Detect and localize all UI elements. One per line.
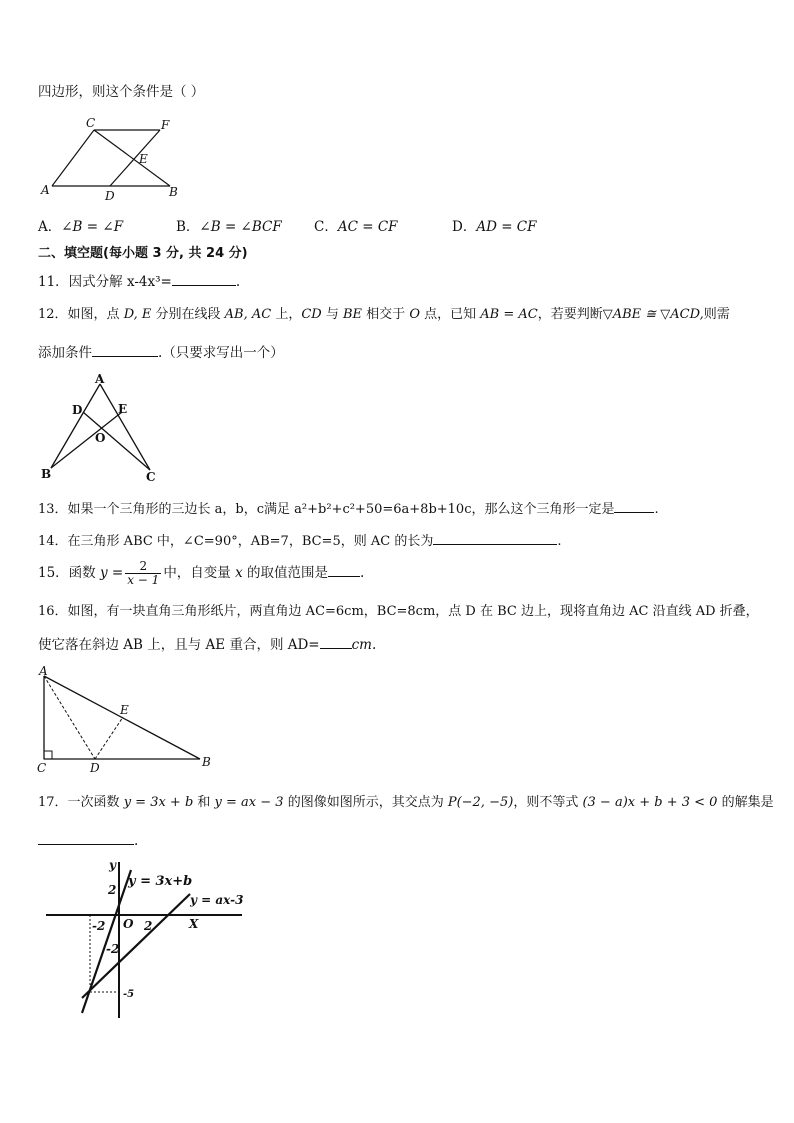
- q17-axis-y: y: [109, 858, 116, 872]
- q10-label-b: B: [169, 185, 178, 199]
- q12-answer-blank[interactable]: [92, 342, 158, 357]
- q10-option-d[interactable]: D．AD = CF: [452, 219, 537, 235]
- q17-answer-blank[interactable]: [38, 830, 134, 845]
- q10-option-a[interactable]: A．∠B = ∠F: [38, 219, 124, 235]
- q10-label-a: A: [41, 183, 50, 197]
- q13-answer-blank[interactable]: [614, 498, 654, 513]
- q14-answer-blank[interactable]: [433, 530, 557, 545]
- q16-answer-blank[interactable]: [320, 634, 352, 649]
- q17-line2: .: [38, 830, 138, 850]
- q17-line1: 17．一次函数 y = 3x + b 和 y = ax − 3 的图像如图所示，其交点为 P(−2, −5)，则不等式 (3 − a)x + b + 3 < 0 的解集是: [38, 795, 774, 810]
- q16-label-a: A: [39, 664, 48, 678]
- q10-option-b[interactable]: B．∠B = ∠BCF: [176, 219, 282, 235]
- q16-label-d: D: [90, 761, 100, 775]
- q17-tick-ym5: -5: [123, 989, 135, 1000]
- q16-line1: 16．如图，有一块直角三角形纸片，两直角边 AC=6cm，BC=8cm，点 D 在 BC 边上，现将直角边 AC 沿直线 AD 折叠，: [38, 604, 759, 619]
- q17-tick-ym2: -2: [106, 942, 120, 956]
- q16-label-e: E: [120, 703, 129, 717]
- q10-label-c: C: [86, 116, 96, 130]
- q12-label-c: C: [146, 470, 156, 484]
- q12-label-d: D: [72, 403, 83, 417]
- q15: 15．函数 y = $\frac{2}{x - 1}$ 中，自变量 x 的取值范围是 .: [38, 559, 365, 587]
- q14: 14．在三角形 ABC 中，∠C=90°，AB=7，BC=5，则 AC 的长为 .: [38, 530, 561, 551]
- q15-answer-blank[interactable]: [328, 562, 360, 577]
- q17-axis-x: X: [189, 917, 199, 931]
- q17-tick-x2: 2: [144, 919, 153, 933]
- q10-options: [38, 218, 537, 236]
- q16-figure: [34, 664, 219, 776]
- q17-graph: [42, 858, 247, 1020]
- q12-line2: 添加条件 .（只要求写出一个）: [38, 342, 284, 362]
- section2-title: 二、填空题(每小题 3 分, 共 24 分): [38, 246, 248, 261]
- q12-label-a: A: [95, 372, 105, 386]
- q16-line2: 使它落在斜边 AB 上，且与 AE 重合，则 AD= cm.: [38, 634, 376, 654]
- q13: 13．如果一个三角形的三边长 a，b，c满足 a²+b²+c²+50=6a+8b+10c，那么这个三角形一定是 .: [38, 498, 659, 519]
- q10-label-d: D: [105, 189, 115, 203]
- q11: 11．因式分解 x-4x³= .: [38, 271, 240, 291]
- q17-line2-label: y = ax-3: [190, 893, 244, 907]
- q17-origin: O: [123, 917, 134, 931]
- q10-label-e: E: [139, 152, 148, 166]
- q15-fraction: $\frac{2}{x - 1}$: [127, 559, 160, 587]
- q16-label-b: B: [202, 755, 211, 769]
- q11-answer-blank[interactable]: [172, 271, 236, 286]
- q10-label-f: F: [161, 118, 170, 132]
- q17-tick-y2: 2: [108, 883, 117, 897]
- q10-figure: [38, 112, 198, 204]
- q10-stem-tail: 四边形，则这个条件是（ ）: [38, 84, 205, 100]
- q12-line1: 12．如图，点 D, E 分别在线段 AB, AC 上，CD 与 BE 相交于 O 点，已知 AB = AC，若要判断▽ABE ≅ ▽ACD,则需: [38, 307, 730, 322]
- q16-label-c: C: [37, 761, 47, 775]
- q17-tick-xm2: -2: [92, 919, 106, 933]
- q10-option-c[interactable]: C．AC = CF: [314, 219, 398, 235]
- q12-label-b: B: [41, 467, 52, 481]
- q12-label-e: E: [118, 402, 128, 416]
- q12-figure: [38, 372, 163, 484]
- q12-label-o: O: [95, 431, 106, 445]
- q17-line1-label: y = 3x+b: [128, 874, 193, 889]
